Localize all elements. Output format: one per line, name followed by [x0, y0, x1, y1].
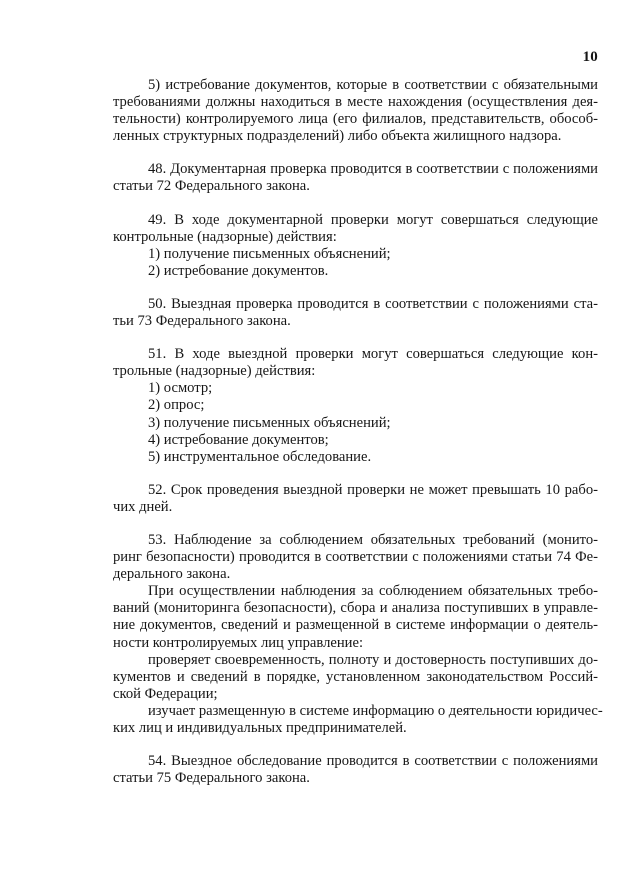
text-line: ринг безопасности) проводится в соответствии с положениями статьи 74 Фе-: [113, 549, 598, 566]
paragraph-50: [113, 296, 598, 330]
paragraph-54: [113, 753, 598, 787]
paragraph-53: [113, 531, 603, 737]
text-line: требованиями должны находиться в месте нахождения (осуществления дея-: [113, 94, 598, 111]
text-line: статьи 72 Федерального закона.: [113, 178, 310, 195]
document-body: [113, 77, 603, 787]
list-item: 4) истребование документов;: [148, 431, 329, 448]
text-line: статьи 75 Федерального закона.: [113, 770, 310, 787]
text-line: 50. Выездная проверка проводится в соответствии с положениями ста-: [148, 295, 598, 312]
paragraph-51: [113, 346, 598, 466]
list-item: 5) инструментальное обследование.: [148, 448, 372, 465]
text-line: При осуществлении наблюдения за соблюдением обязательных требо-: [148, 583, 598, 600]
text-line: ности контролируемых лиц управление:: [113, 634, 364, 651]
text-line: чих дней.: [113, 498, 173, 515]
text-line: кументов и сведений в порядке, установленном законодательством Россий-: [113, 668, 598, 685]
text-line: 49. В ходе документарной проверки могут совершаться следующие: [148, 211, 598, 228]
text-line: 48. Документарная проверка проводится в соответствии с положениями: [148, 161, 598, 178]
text-line: ленных структурных подразделений) либо объекта жилищного надзора.: [113, 128, 562, 145]
list-item: 1) осмотр;: [148, 380, 213, 397]
text-line: тьи 73 Федерального закона.: [113, 313, 291, 330]
page-number: 10: [582, 49, 598, 65]
text-line: 52. Срок проведения выездной проверки не может превышать 10 рабо-: [148, 481, 598, 498]
paragraph-item-5: [113, 77, 598, 145]
paragraph-49: [113, 212, 598, 280]
text-line: трольные (надзорные) действия:: [113, 363, 316, 380]
text-line: ние документов, сведений и размещенной в системе информации о деятель-: [113, 617, 598, 634]
text-line: 53. Наблюдение за соблюдением обязательных требований (монито-: [148, 531, 598, 548]
list-item: 1) получение письменных объяснений;: [148, 245, 391, 262]
text-line: изучает размещенную в системе информацию о деятельности юридичес-: [148, 702, 603, 719]
text-line: тельности) контролируемого лица (его филиалов, представительств, обособ-: [113, 111, 598, 128]
paragraph-52: [113, 482, 598, 516]
list-item: 2) опрос;: [148, 397, 205, 414]
text-line: контрольные (надзорные) действия:: [113, 228, 337, 245]
text-line: ких лиц и индивидуальных предпринимателей.: [113, 720, 407, 736]
paragraph-48: [113, 161, 598, 195]
text-line: 51. В ходе выездной проверки могут совершаться следующие кон-: [148, 346, 598, 363]
text-line: дерального закона.: [113, 566, 231, 583]
text-line: 54. Выездное обследование проводится в соответствии с положениями: [148, 753, 598, 770]
list-item: 3) получение письменных объяснений;: [148, 414, 391, 431]
text-line: проверяет своевременность, полноту и достоверность поступивших до-: [148, 651, 598, 668]
list-item: 2) истребование документов.: [148, 262, 329, 279]
text-line: ской Федерации;: [113, 685, 218, 702]
text-line: ваний (мониторинга безопасности), сбора и анализа поступивших в управле-: [113, 600, 598, 617]
text-line: 5) истребование документов, которые в соответствии с обязательными: [148, 77, 598, 93]
